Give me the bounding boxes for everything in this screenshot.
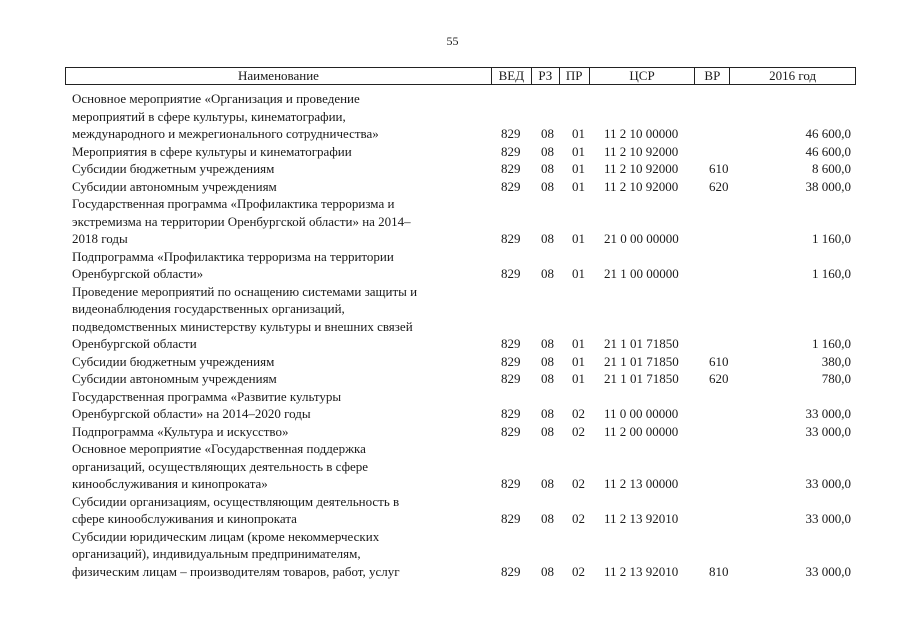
- row-name: Субсидии организациям, осуществляющим деятельность в сфере кинообслуживания и кинопроката: [72, 493, 400, 526]
- row-ved: 829: [501, 143, 521, 159]
- row-csr: 11 2 13 92010: [604, 511, 679, 526]
- row-rz: 08: [541, 511, 554, 526]
- row-vr: 620: [709, 371, 729, 386]
- row-csr: 11 0 00 00000: [604, 406, 679, 421]
- row-pr: 01: [572, 143, 585, 159]
- row-ved: 829: [501, 511, 521, 526]
- row-ved: 829: [501, 563, 521, 579]
- table-row: [0, 195, 905, 248]
- row-rz: 08: [541, 406, 554, 421]
- row-csr: 21 1 01 71850: [604, 336, 679, 351]
- row-rz: 08: [541, 476, 554, 491]
- row-ved: 829: [501, 178, 521, 194]
- row-name: Субсидии автономным учреждениям: [72, 178, 277, 194]
- row-pr: 01: [572, 371, 585, 386]
- header-rz: РЗ: [531, 68, 559, 84]
- table-row: [0, 248, 905, 283]
- row-rz: 08: [541, 336, 554, 351]
- table-row: [0, 143, 905, 161]
- row-name: Субсидии бюджетным учреждениям: [72, 161, 275, 176]
- row-rz: 08: [541, 353, 554, 369]
- table-row: [0, 388, 905, 423]
- row-csr: 21 1 00 00000: [604, 266, 679, 281]
- row-ved: 829: [501, 126, 521, 141]
- row-sum: 33 000,0: [805, 406, 851, 421]
- page-number: 55: [446, 34, 459, 48]
- row-csr: 11 2 13 92010: [604, 563, 679, 579]
- header-csr: ЦСР: [589, 68, 695, 84]
- row-name: Субсидии юридическим лицам (кроме некоммерческих организаций), индивидуальным предпринимателям, физическим лицам – производителям товаров, работ, услуг: [72, 528, 400, 579]
- row-ved: 829: [501, 266, 521, 281]
- row-name: Государственная программа «Профилактика терроризма и экстремизма на территории Оренбургской области» на 2014– 2018 годы: [72, 196, 411, 246]
- row-vr: 810: [709, 563, 729, 579]
- row-pr: 01: [572, 231, 585, 246]
- row-pr: 02: [572, 423, 585, 439]
- row-csr: 11 2 10 00000: [604, 126, 679, 141]
- row-sum: 33 000,0: [805, 476, 851, 491]
- row-ved: 829: [501, 406, 521, 421]
- header-name: Наименование: [237, 68, 319, 83]
- row-sum: 33 000,0: [805, 563, 851, 579]
- row-pr: 02: [572, 406, 585, 421]
- row-sum: 1 160,0: [812, 266, 851, 281]
- row-ved: 829: [501, 353, 521, 369]
- row-pr: 02: [572, 511, 585, 526]
- table-row: [0, 528, 905, 581]
- row-rz: 08: [541, 161, 554, 176]
- table-row: [0, 160, 905, 178]
- header-year: 2016 год: [729, 68, 855, 84]
- table-row: [0, 370, 905, 388]
- row-sum: 33 000,0: [805, 423, 851, 439]
- row-pr: 01: [572, 336, 585, 351]
- table-row: [0, 440, 905, 493]
- row-name: Субсидии бюджетным учреждениям: [72, 353, 275, 369]
- row-pr: 01: [572, 126, 585, 141]
- row-csr: 11 2 13 00000: [604, 476, 679, 491]
- row-sum: 33 000,0: [805, 511, 851, 526]
- header-ved: ВЕД: [491, 68, 531, 84]
- row-rz: 08: [541, 143, 554, 159]
- row-sum: 1 160,0: [812, 231, 851, 246]
- row-ved: 829: [501, 161, 521, 176]
- row-rz: 08: [541, 178, 554, 194]
- row-name: Основное мероприятие «Организация и проведение мероприятий в сфере культуры, кинематографии, международного и межрегионального сотрудничества»: [72, 91, 379, 141]
- table-row: [0, 493, 905, 528]
- row-csr: 11 2 10 92000: [604, 143, 679, 159]
- row-csr: 21 1 01 71850: [604, 353, 679, 369]
- table-row: [0, 178, 905, 196]
- row-csr: 11 2 00 00000: [604, 423, 679, 439]
- row-pr: 01: [572, 266, 585, 281]
- table-row: [0, 423, 905, 441]
- row-vr: 620: [709, 178, 729, 194]
- row-pr: 01: [572, 161, 585, 176]
- row-pr: 01: [572, 178, 585, 194]
- table-header: [65, 67, 856, 85]
- row-name: Субсидии автономным учреждениям: [72, 371, 277, 386]
- row-rz: 08: [541, 266, 554, 281]
- row-sum: 38 000,0: [805, 178, 851, 194]
- row-name: Государственная программа «Развитие культуры Оренбургской области» на 2014–2020 годы: [72, 388, 342, 421]
- row-sum: 46 600,0: [805, 126, 851, 141]
- row-rz: 08: [541, 423, 554, 439]
- row-name: Мероприятия в сфере культуры и кинематографии: [72, 143, 352, 159]
- row-name: Проведение мероприятий по оснащению системами защиты и видеонаблюдения государственных организаций, подведомственных министерству культуры и внешних связей Оренбургской области: [72, 283, 418, 351]
- row-name: Подпрограмма «Культура и искусство»: [72, 423, 289, 439]
- row-ved: 829: [501, 423, 521, 439]
- table-row: [0, 90, 905, 143]
- row-vr: 610: [709, 161, 729, 176]
- row-vr: 610: [709, 353, 729, 369]
- row-sum: 1 160,0: [812, 336, 851, 351]
- row-sum: 46 600,0: [805, 143, 851, 159]
- header-pr: ПР: [559, 68, 589, 84]
- row-rz: 08: [541, 231, 554, 246]
- row-ved: 829: [501, 336, 521, 351]
- header-vr: ВР: [694, 68, 729, 84]
- row-sum: 780,0: [821, 371, 851, 386]
- row-pr: 01: [572, 353, 585, 369]
- row-name: Основное мероприятие «Государственная поддержка организаций, осуществляющих деятельность в сфере кинообслуживания и кинопроката»: [72, 441, 369, 491]
- row-sum: 380,0: [821, 353, 851, 369]
- row-csr: 21 0 00 00000: [604, 231, 679, 246]
- row-rz: 08: [541, 126, 554, 141]
- table-body: [0, 90, 905, 580]
- table-row: [0, 283, 905, 353]
- row-sum: 8 600,0: [812, 161, 851, 176]
- row-name: Подпрограмма «Профилактика терроризма на территории Оренбургской области»: [72, 248, 394, 281]
- row-ved: 829: [501, 231, 521, 246]
- row-pr: 02: [572, 563, 585, 579]
- row-ved: 829: [501, 476, 521, 491]
- row-rz: 08: [541, 563, 554, 579]
- row-csr: 11 2 10 92000: [604, 178, 679, 194]
- row-rz: 08: [541, 371, 554, 386]
- row-ved: 829: [501, 371, 521, 386]
- row-csr: 21 1 01 71850: [604, 371, 679, 386]
- row-pr: 02: [572, 476, 585, 491]
- row-csr: 11 2 10 92000: [604, 161, 679, 176]
- table-row: [0, 353, 905, 371]
